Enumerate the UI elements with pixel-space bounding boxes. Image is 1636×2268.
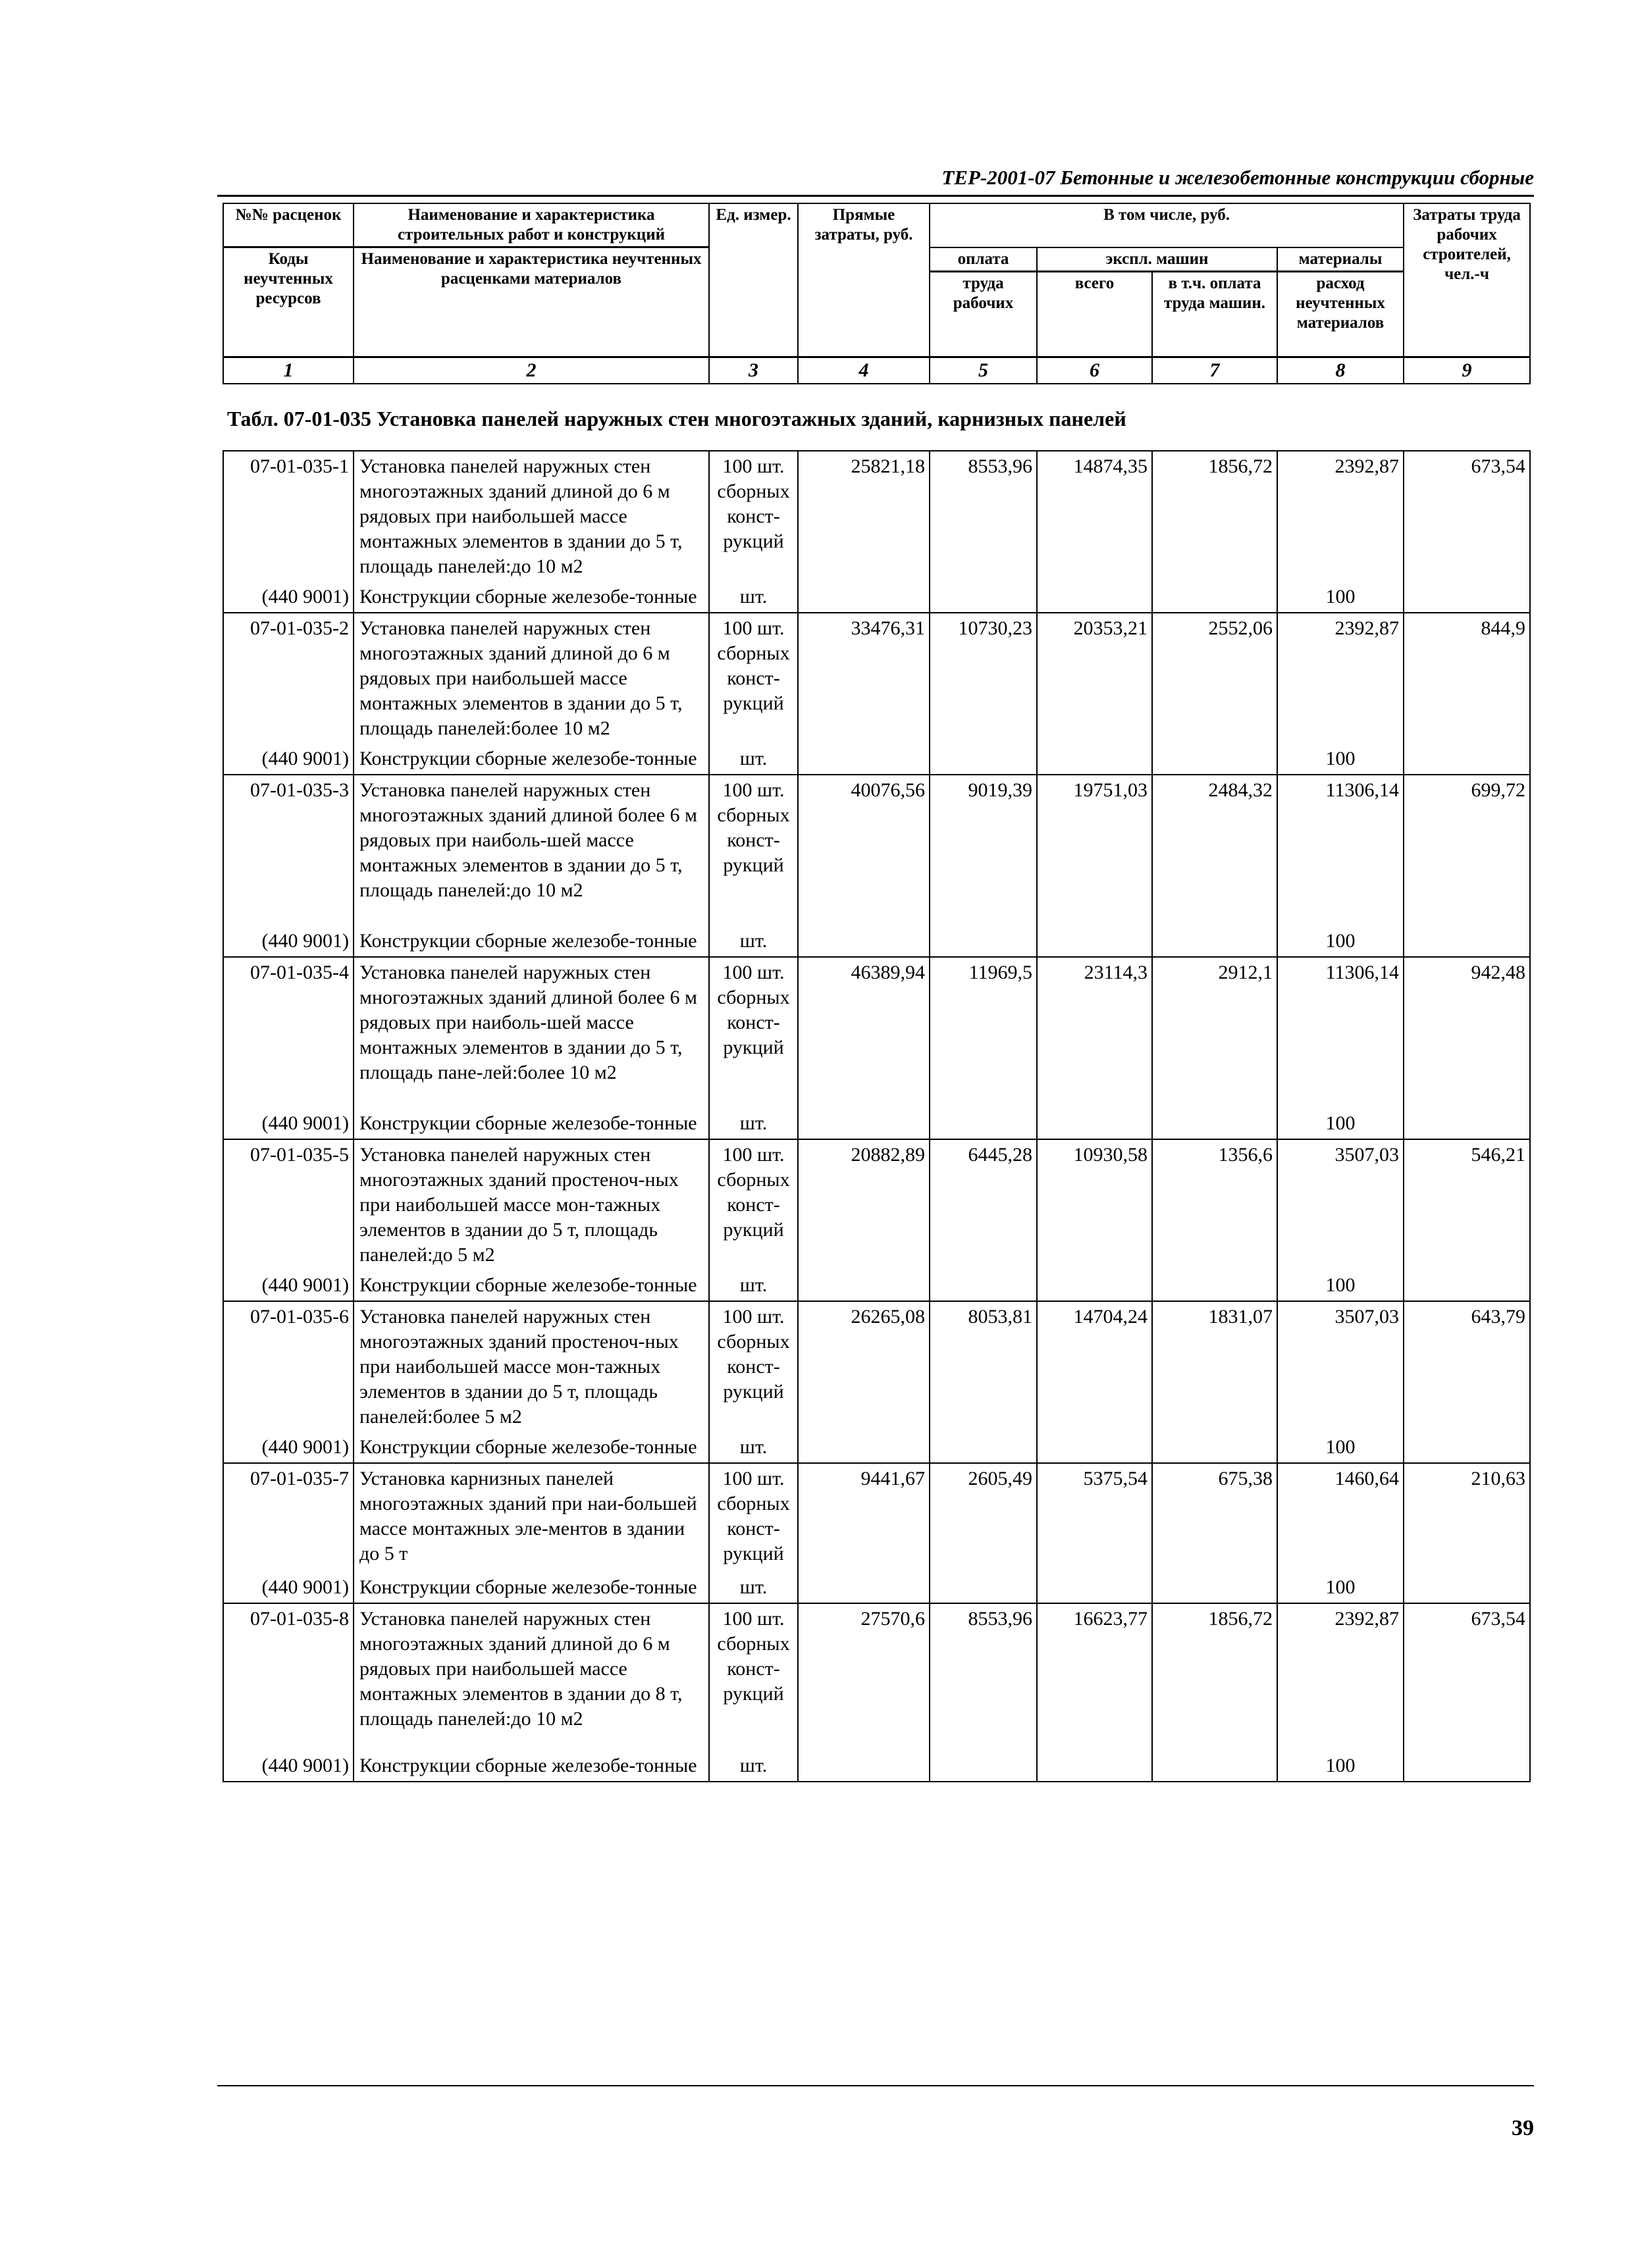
resource-unit: шт. — [709, 1572, 798, 1603]
empty-cell — [1152, 1270, 1277, 1301]
empty-cell — [930, 1572, 1037, 1603]
labor-wages: 11969,5 — [930, 957, 1037, 1108]
machine-operator-wages: 2912,1 — [1152, 957, 1277, 1108]
direct-costs: 20882,89 — [798, 1139, 930, 1270]
resource-quantity: 100 — [1277, 1572, 1404, 1603]
empty-cell — [798, 1108, 930, 1139]
rate-unit: 100 шт. сборных конст-рукций — [709, 613, 798, 744]
resource-row — [223, 926, 1530, 957]
empty-cell — [1404, 744, 1530, 775]
empty-cell — [930, 1108, 1037, 1139]
resource-row — [223, 582, 1530, 613]
empty-cell — [1404, 1751, 1530, 1782]
resource-name: Конструкции сборные железобе-тонные — [354, 1108, 709, 1139]
col6-header: всего — [1037, 271, 1152, 357]
empty-cell — [1037, 1572, 1152, 1603]
empty-cell — [1037, 1432, 1152, 1463]
labor-hours: 699,72 — [1404, 775, 1530, 926]
column-header-table — [223, 203, 1531, 384]
labor-hours: 210,63 — [1404, 1463, 1530, 1572]
labor-wages: 9019,39 — [930, 775, 1037, 926]
resource-name: Конструкции сборные железобе-тонные — [354, 1432, 709, 1463]
materials-cost: 11306,14 — [1277, 775, 1404, 926]
resource-name: Конструкции сборные железобе-тонные — [354, 926, 709, 957]
materials-cost: 11306,14 — [1277, 957, 1404, 1108]
resource-quantity: 100 — [1277, 1751, 1404, 1782]
rate-name: Установка панелей наружных стен многоэтажных зданий длиной более 6 м рядовых при наиболь-шей массе монтажных элементов в здании до 5 т, площадь панелей:до 10 м2 — [354, 775, 709, 926]
resource-unit: шт. — [709, 926, 798, 957]
rate-name: Установка панелей наружных стен многоэтажных зданий длиной до 6 м рядовых при наибольшей массе монтажных элементов в здании до 5 т, площадь панелей:более 10 м2 — [354, 613, 709, 744]
empty-cell — [1152, 582, 1277, 613]
rate-name: Установка панелей наружных стен многоэтажных зданий простеноч-ных при наибольшей массе мон-тажных элементов в здании до 5 т, площадь панелей:до 5 м2 — [354, 1139, 709, 1270]
materials-cost: 3507,03 — [1277, 1139, 1404, 1270]
column-number: 1 — [223, 357, 354, 384]
direct-costs: 26265,08 — [798, 1301, 930, 1432]
rate-unit: 100 шт. сборных конст-рукций — [709, 957, 798, 1108]
rate-name: Установка панелей наружных стен многоэтажных зданий простеноч-ных при наибольшей массе мон-тажных элементов в здании до 5 т, площадь панелей:более 5 м2 — [354, 1301, 709, 1432]
resource-name: Конструкции сборные железобе-тонные — [354, 1751, 709, 1782]
resource-code: (440 9001) — [223, 1108, 354, 1139]
col5-header-bottom: труда рабочих — [930, 271, 1037, 357]
rate-code: 07-01-035-2 — [223, 613, 354, 744]
empty-cell — [1037, 1751, 1152, 1782]
machine-costs: 16623,77 — [1037, 1603, 1152, 1751]
col7-header: в т.ч. оплата труда машин. — [1152, 271, 1277, 357]
machine-costs: 23114,3 — [1037, 957, 1152, 1108]
resource-quantity: 100 — [1277, 582, 1404, 613]
machine-costs: 19751,03 — [1037, 775, 1152, 926]
empty-cell — [1037, 1108, 1152, 1139]
rate-code: 07-01-035-1 — [223, 451, 354, 582]
rate-row — [223, 957, 1530, 1108]
column-number: 6 — [1037, 357, 1152, 384]
empty-cell — [1037, 1270, 1152, 1301]
labor-wages: 8053,81 — [930, 1301, 1037, 1432]
rate-unit: 100 шт. сборных конст-рукций — [709, 1139, 798, 1270]
resource-row — [223, 1108, 1530, 1139]
direct-costs: 27570,6 — [798, 1603, 930, 1751]
empty-cell — [1404, 1108, 1530, 1139]
machine-operator-wages: 1831,07 — [1152, 1301, 1277, 1432]
footer-rule — [217, 2085, 1534, 2086]
rate-row — [223, 1301, 1530, 1432]
resource-row — [223, 1270, 1530, 1301]
column-number: 2 — [354, 357, 709, 384]
empty-cell — [1152, 1751, 1277, 1782]
group-header: В том числе, руб. — [930, 203, 1404, 247]
machine-costs: 20353,21 — [1037, 613, 1152, 744]
labor-wages: 8553,96 — [930, 1603, 1037, 1751]
rate-name: Установка панелей наружных стен многоэтажных зданий длиной более 6 м рядовых при наиболь-шей массе монтажных элементов в здании до 5 т, площадь пане-лей:более 10 м2 — [354, 957, 709, 1108]
rate-name: Установка карнизных панелей многоэтажных зданий при наи-большей массе монтажных эле-ментов в здании до 5 т — [354, 1463, 709, 1572]
direct-costs: 9441,67 — [798, 1463, 930, 1572]
machine-costs: 14874,35 — [1037, 451, 1152, 582]
col1-header-top: №№ расценок — [223, 203, 354, 247]
machine-operator-wages: 675,38 — [1152, 1463, 1277, 1572]
resource-quantity: 100 — [1277, 926, 1404, 957]
resource-name: Конструкции сборные железобе-тонные — [354, 744, 709, 775]
empty-cell — [930, 926, 1037, 957]
labor-hours: 643,79 — [1404, 1301, 1530, 1432]
labor-hours: 673,54 — [1404, 1603, 1530, 1751]
empty-cell — [798, 1572, 930, 1603]
col4-header: Прямые затраты, руб. — [798, 203, 930, 357]
direct-costs: 46389,94 — [798, 957, 930, 1108]
rate-unit: 100 шт. сборных конст-рукций — [709, 1463, 798, 1572]
resource-name: Конструкции сборные железобе-тонные — [354, 1270, 709, 1301]
column-number: 7 — [1152, 357, 1277, 384]
rate-unit: 100 шт. сборных конст-рукций — [709, 1603, 798, 1751]
column-number: 5 — [930, 357, 1037, 384]
resource-row — [223, 1432, 1530, 1463]
machine-operator-wages: 2552,06 — [1152, 613, 1277, 744]
col8-header-top: материалы — [1277, 247, 1404, 272]
labor-wages: 6445,28 — [930, 1139, 1037, 1270]
labor-wages: 2605,49 — [930, 1463, 1037, 1572]
resource-quantity: 100 — [1277, 1108, 1404, 1139]
empty-cell — [798, 926, 930, 957]
empty-cell — [1404, 1572, 1530, 1603]
empty-cell — [1404, 1432, 1530, 1463]
rate-row — [223, 1139, 1530, 1270]
resource-row — [223, 1751, 1530, 1782]
machine-operator-wages: 1856,72 — [1152, 451, 1277, 582]
col8-header-bottom: расход неучтенных материалов — [1277, 271, 1404, 357]
empty-cell — [1404, 926, 1530, 957]
resource-code: (440 9001) — [223, 1572, 354, 1603]
labor-hours: 673,54 — [1404, 451, 1530, 582]
resource-code: (440 9001) — [223, 1751, 354, 1782]
rate-row — [223, 613, 1530, 744]
resource-unit: шт. — [709, 1751, 798, 1782]
empty-cell — [798, 744, 930, 775]
resource-code: (440 9001) — [223, 1432, 354, 1463]
empty-cell — [930, 1432, 1037, 1463]
col9-header: Затраты труда рабочих строителей, чел.-ч — [1404, 203, 1530, 357]
column-number: 4 — [798, 357, 930, 384]
resource-quantity: 100 — [1277, 1432, 1404, 1463]
rate-code: 07-01-035-7 — [223, 1463, 354, 1572]
rate-row — [223, 1603, 1530, 1751]
materials-cost: 3507,03 — [1277, 1301, 1404, 1432]
resource-code: (440 9001) — [223, 926, 354, 957]
rate-row — [223, 451, 1530, 582]
rate-row — [223, 1463, 1530, 1572]
col3-header: Ед. измер. — [709, 203, 798, 357]
resource-name: Конструкции сборные железобе-тонные — [354, 582, 709, 613]
resource-unit: шт. — [709, 1108, 798, 1139]
resource-code: (440 9001) — [223, 1270, 354, 1301]
resource-row — [223, 744, 1530, 775]
machine-costs: 10930,58 — [1037, 1139, 1152, 1270]
resource-row — [223, 1572, 1530, 1603]
rate-unit: 100 шт. сборных конст-рукций — [709, 775, 798, 926]
col1-header-bottom: Коды неучтенных ресурсов — [223, 247, 354, 357]
direct-costs: 40076,56 — [798, 775, 930, 926]
labor-hours: 942,48 — [1404, 957, 1530, 1108]
rates-table — [223, 450, 1531, 1782]
column-number: 9 — [1404, 357, 1530, 384]
empty-cell — [1037, 582, 1152, 613]
resource-quantity: 100 — [1277, 1270, 1404, 1301]
empty-cell — [1152, 1572, 1277, 1603]
header-rule — [217, 195, 1534, 197]
direct-costs: 25821,18 — [798, 451, 930, 582]
empty-cell — [930, 582, 1037, 613]
machine-costs: 5375,54 — [1037, 1463, 1152, 1572]
empty-cell — [1037, 744, 1152, 775]
column-number: 8 — [1277, 357, 1404, 384]
machine-operator-wages: 2484,32 — [1152, 775, 1277, 926]
col67-header-top: экспл. машин — [1037, 247, 1277, 272]
empty-cell — [1404, 582, 1530, 613]
materials-cost: 2392,87 — [1277, 613, 1404, 744]
resource-name: Конструкции сборные железобе-тонные — [354, 1572, 709, 1603]
empty-cell — [1037, 926, 1152, 957]
page-number: 39 — [1512, 2116, 1534, 2140]
col2-header-top: Наименование и характеристика строительных работ и конструкций — [354, 203, 709, 247]
labor-wages: 10730,23 — [930, 613, 1037, 744]
page-header-title: ТЕР-2001-07 Бетонные и железобетонные конструкции сборные — [941, 166, 1534, 189]
resource-unit: шт. — [709, 744, 798, 775]
machine-costs: 14704,24 — [1037, 1301, 1152, 1432]
col5-header-top: оплата — [930, 247, 1037, 272]
table-title: Табл. 07-01-035 Установка панелей наружных стен многоэтажных зданий, карнизных панелей — [227, 407, 1126, 430]
labor-hours: 844,9 — [1404, 613, 1530, 744]
rate-code: 07-01-035-6 — [223, 1301, 354, 1432]
empty-cell — [1152, 1108, 1277, 1139]
empty-cell — [1152, 926, 1277, 957]
rate-row — [223, 775, 1530, 926]
labor-hours: 546,21 — [1404, 1139, 1530, 1270]
empty-cell — [798, 1432, 930, 1463]
resource-code: (440 9001) — [223, 744, 354, 775]
materials-cost: 2392,87 — [1277, 451, 1404, 582]
empty-cell — [930, 744, 1037, 775]
direct-costs: 33476,31 — [798, 613, 930, 744]
rate-unit: 100 шт. сборных конст-рукций — [709, 451, 798, 582]
rate-code: 07-01-035-8 — [223, 1603, 354, 1751]
rate-unit: 100 шт. сборных конст-рукций — [709, 1301, 798, 1432]
empty-cell — [930, 1270, 1037, 1301]
resource-unit: шт. — [709, 582, 798, 613]
machine-operator-wages: 1856,72 — [1152, 1603, 1277, 1751]
resource-code: (440 9001) — [223, 582, 354, 613]
empty-cell — [1152, 1432, 1277, 1463]
labor-wages: 8553,96 — [930, 451, 1037, 582]
rate-code: 07-01-035-3 — [223, 775, 354, 926]
column-number: 3 — [709, 357, 798, 384]
rate-name: Установка панелей наружных стен многоэтажных зданий длиной до 6 м рядовых при наибольшей массе монтажных элементов в здании до 5 т, площадь панелей:до 10 м2 — [354, 451, 709, 582]
resource-unit: шт. — [709, 1432, 798, 1463]
materials-cost: 2392,87 — [1277, 1603, 1404, 1751]
empty-cell — [798, 582, 930, 613]
empty-cell — [1152, 744, 1277, 775]
empty-cell — [930, 1751, 1037, 1782]
col2-header-bottom: Наименование и характеристика неучтенных расценками материалов — [354, 247, 709, 357]
materials-cost: 1460,64 — [1277, 1463, 1404, 1572]
rate-code: 07-01-035-4 — [223, 957, 354, 1108]
resource-quantity: 100 — [1277, 744, 1404, 775]
rate-code: 07-01-035-5 — [223, 1139, 354, 1270]
rate-name: Установка панелей наружных стен многоэтажных зданий длиной до 6 м рядовых при наибольшей массе монтажных элементов в здании до 8 т, площадь панелей:до 10 м2 — [354, 1603, 709, 1751]
machine-operator-wages: 1356,6 — [1152, 1139, 1277, 1270]
empty-cell — [798, 1270, 930, 1301]
empty-cell — [1404, 1270, 1530, 1301]
resource-unit: шт. — [709, 1270, 798, 1301]
empty-cell — [798, 1751, 930, 1782]
